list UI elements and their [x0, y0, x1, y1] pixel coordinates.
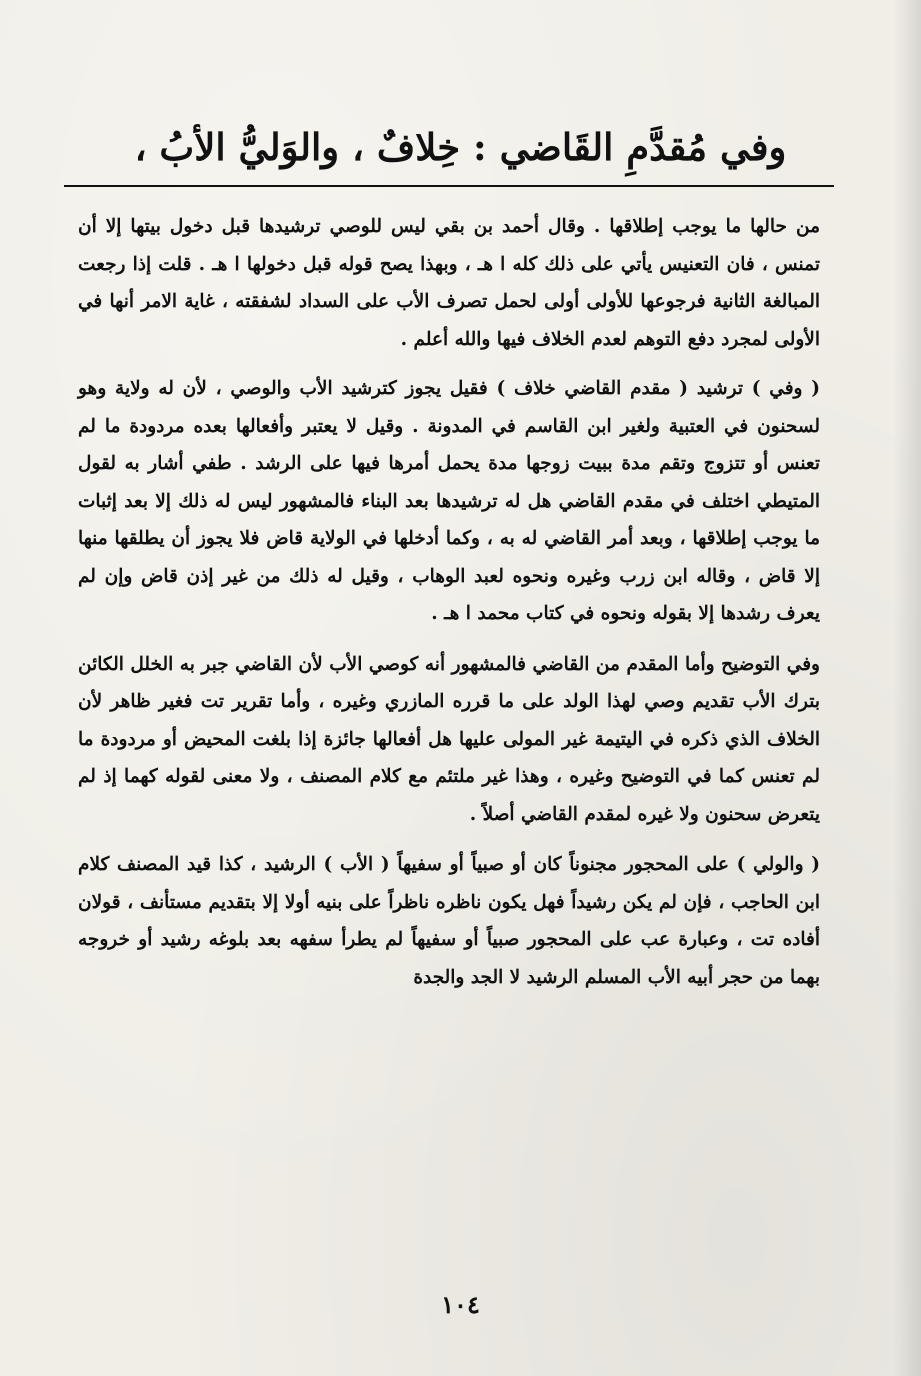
paragraph: وفي التوضيح وأما المقدم من القاضي فالمشهور أنه كوصي الأب لأن القاضي جبر به الخلل الكائن بترك الأب تقديم وصي لهذا الولد على ما قرره المازري وغيره ، وأما تقرير تت فغير ظاهر لأن الخلاف الذي ذكره في اليتيمة غير المولى عليها هل أفعالها جائزة إذا بلغت المحيض أو مردودة ما لم تعنس كما في التوضيح وغيره ، وهذا غير ملتئم مع كلام المصنف ، ولا معنى لقوله كهما إذ لم يتعرض سحنون ولا غيره لمقدم القاضي أصلاً . — [78, 653, 821, 825]
page-number: ١٠٤ — [441, 1290, 480, 1319]
paragraph: من حالها ما يوجب إطلاقها . وقال أحمد بن بقي ليس للوصي ترشيدها قبل دخول بيتها إلا أن تمنس ، فان التعنيس يأتي على ذلك كله ا هـ ، وبهذا يصح قوله قبل دخولها ا هـ . قلت إذا رجعت المبالغة الثانية فرجوعها للأولى أولى لحمل تصرف الأب على السداد لشفقته ، غاية الامر أنها في الأولى لمجرد دفع التوهم لعدم الخلاف فيها والله أعلم . — [78, 216, 820, 350]
page-edge-shadow — [893, 0, 921, 1376]
paragraph: ( والولي ) على المحجور مجنوناً كان أو صبياً أو سفيهاً ( الأب ) الرشيد ، كذا قيد المصنف كلام ابن الحاجب ، فإن لم يكن رشيداً فهل يكون ناظره ناظراً على بنيه أولا إلا بتقديم مستأنف ، قولان أفاده تت ، وعبارة عب على المحجور صبياً أو سفيهاً لم يطرأ سفهه بعد بلوغه رشيد أو خروجه بهما من حجر أبيه الأب المسلم الرشيد لا الجد والجدة — [78, 854, 820, 988]
heading-rule — [64, 185, 834, 187]
paragraph: ( وفي ) ترشيد ( مقدم القاضي خلاف ) فقيل يجوز كترشيد الأب والوصي ، لأن له ولاية وهو لسحنون في العتبية ولغير ابن القاسم في المدونة . وقيل لا يعتبر وأفعالها بعده مردودة ما لم تعنس أو تتزوج وتقم مدة ببيت زوجها مدة يحمل أمرها فيها على الرشد . طفي أشار به لقول المتيطي اختلف في مقدم القاضي هل له ترشيدها بعد البناء فالمشهور ليس له ذلك إلا بعد إثبات ما يوجب إطلاقها ، وبعد أمر القاضي له به ، وكما أدخلها في الولاية قاض فلا يجوز أن يطلقها منها إلا قاض ، وقاله ابن زرب وغيره ونحوه لعبد الوهاب ، وقيل له ذلك من غير إذن قاض وإن لم يعرف رشدها إلا بقوله ونحوه في كتاب محمد ا هـ . — [78, 378, 820, 624]
section-heading: وفي مُقدَّمِ القَاضي : خِلافٌ ، والوَليُّ الأبُ ، — [134, 125, 787, 169]
commentary-body — [78, 208, 820, 1009]
